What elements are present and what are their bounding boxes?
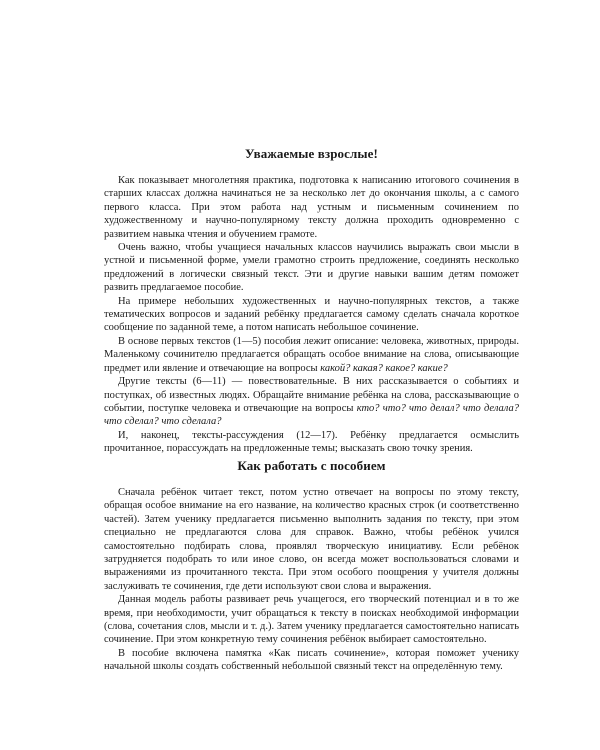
body-paragraph	[104, 647, 519, 674]
section-dear-adults	[104, 146, 519, 456]
italic-phrase: кто? что? что делал? что делала? что сделал? что сделала?	[104, 402, 519, 428]
body-paragraph	[104, 174, 519, 241]
section-heading: Уважаемые взрослые!	[245, 146, 378, 161]
text-run: Очень важно, чтобы учащиеся начальных классов научились выражать свои мысли в устной и письменной форме, умели грамотно строить предложение, соединять несколько предложений в логически связный текст. Эти и другие навыки вашим детям поможет развить предлагаемое пособие.	[104, 242, 519, 294]
body-paragraph	[104, 375, 519, 429]
text-run: На примере небольших художественных и научно-популярных текстов, а также тематических вопросов и заданий ребёнку предлагается самому сделать сначала короткое сообщение по заданной теме, а потом написать небольшое сочинение.	[104, 295, 519, 334]
section-heading: Как работать с пособием	[237, 458, 386, 473]
italic-phrase: какой? какая? какое? какие?	[320, 362, 448, 374]
body-paragraph	[104, 335, 519, 375]
text-run: В основе первых текстов (1—5) пособия лежит описание: человека, животных, природы. Маленькому сочинителю предлагается обращать особое внимание на слова, описывающие предмет или явление и отвечающие на вопросы	[104, 335, 519, 374]
text-run: В пособие включена памятка «Как писать сочинение», которая поможет ученику начальной школы создать собственный небольшой связный текст на определённую тему.	[104, 647, 519, 673]
text-run: И, наконец, тексты-рассуждения (12—17). Ребёнку предлагается осмыслить прочитанное, порассуждать на предложенные темы; высказать свою точку зрения.	[104, 429, 519, 455]
body-paragraph	[104, 593, 519, 647]
body-paragraph	[104, 486, 519, 593]
section-how-to-use	[104, 458, 519, 674]
body-paragraph	[104, 241, 519, 295]
text-run: Другие тексты (6—11) — повествовательные. В них рассказывается о событиях и поступках, об известных людях. Обращайте внимание ребёнка на слова, рассказывающие о событии, поступке человека и отвечающие на вопросы	[104, 376, 519, 414]
text-run: Сначала ребёнок читает текст, потом устно отвечает на вопросы по этому тексту, обращая особое внимание на его название, на количество красных строк (и соответственно частей). Затем ученику предлагается письменно выполнить задания по тексту, при этом специально не предлагаются слова для справок. Важно, чтобы ребёнок учился самостоятельно подбирать слова, проявлял творческую инициативу. Если ребёнок затрудняется подобрать то или иное слово, он всегда может воспользоваться словами и выражениями из прочитанного текста. При этом особого поощрения у учителя должны заслуживать те сочинения, где дети используют свои слова и выражения.	[104, 487, 519, 592]
text-run: Данная модель работы развивает речь учащегося, его творческий потенциал и в то же время, при необходимости, учит обращаться к тексту в поисках необходимой информации (слова, сочетания слов, мысли и т. д.). Затем ученику предлагается самостоятельно написать сочинение. При этом конкретную тему сочинения ребёнок выбирает самостоятельно.	[104, 594, 519, 646]
text-run: Как показывает многолетняя практика, подготовка к написанию итогового сочинения в старших классах должна начинаться не за несколько лет до окончания школы, а с самого первого класса. При этом работа над устным и письменным сочинением по художественному и научно-популярному тексту должна проходить одновременно с развитием навыка чтения и обучением грамоте.	[104, 175, 519, 240]
body-paragraph	[104, 429, 519, 456]
body-paragraph	[104, 295, 519, 335]
